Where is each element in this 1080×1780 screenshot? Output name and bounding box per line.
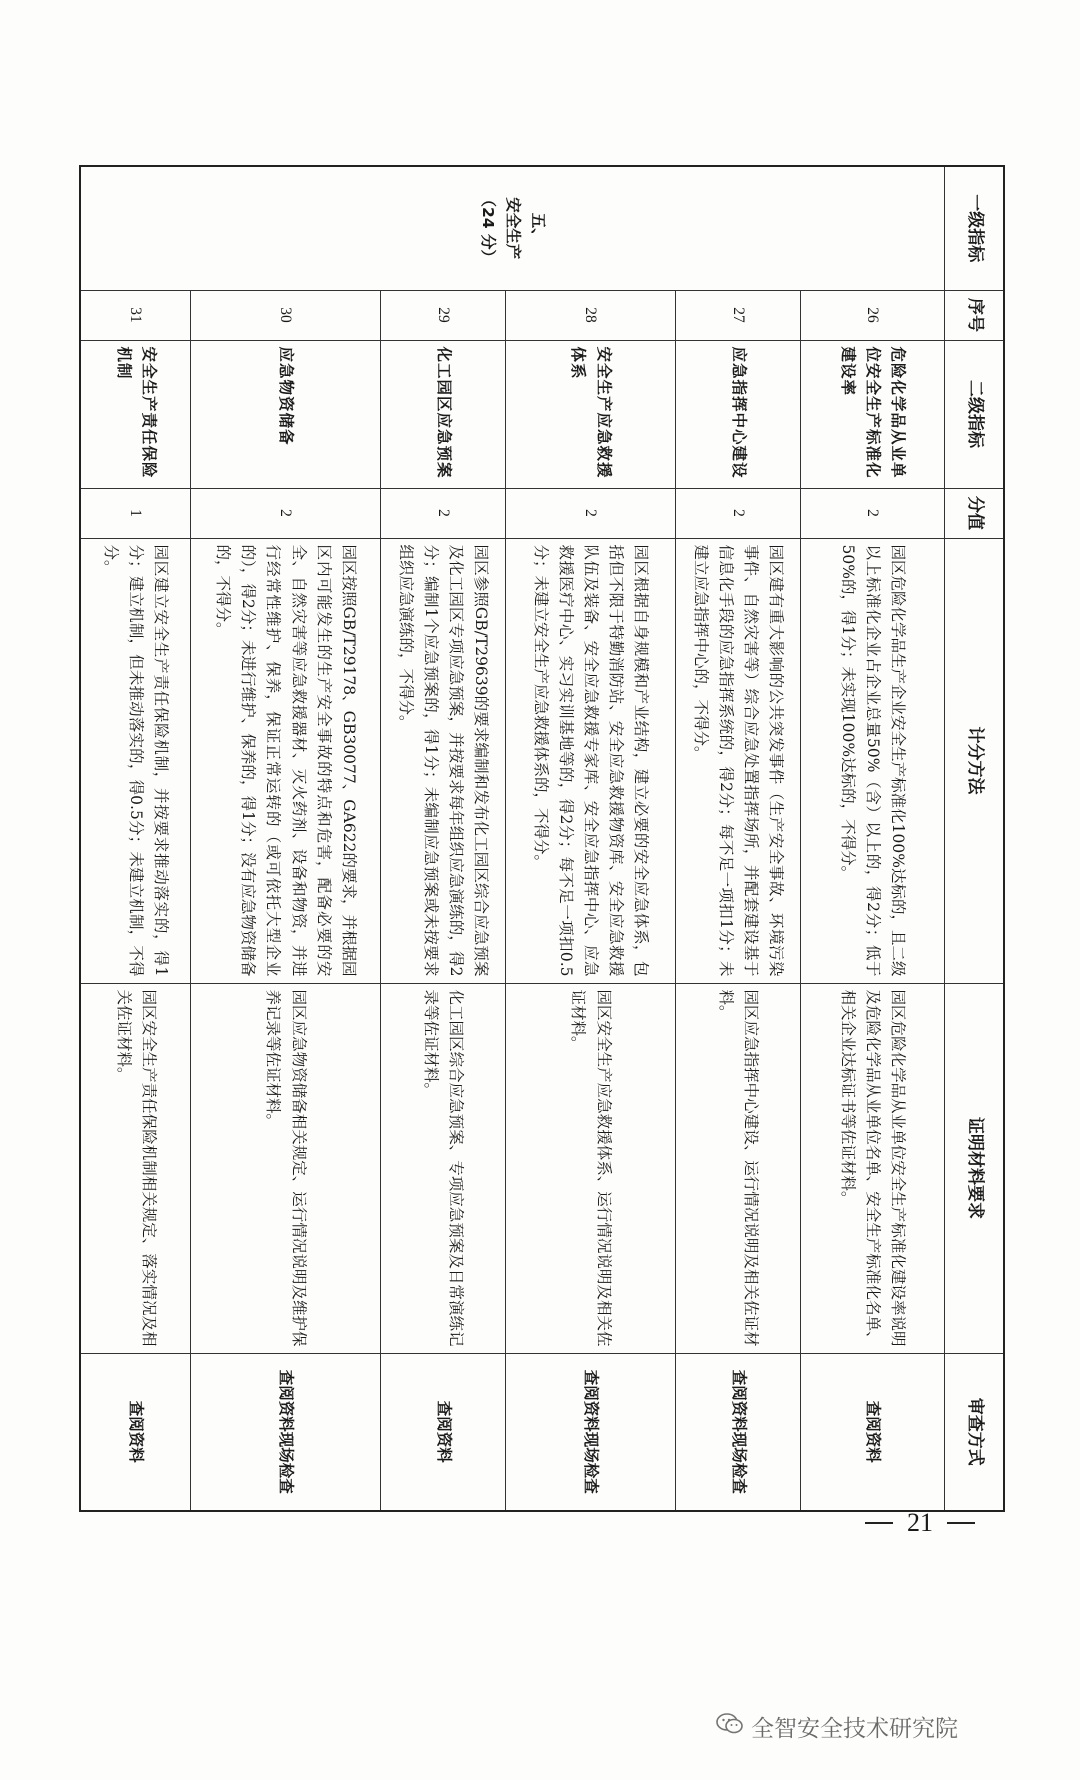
header-index: 序号 xyxy=(945,290,1005,340)
row-index: 26 xyxy=(801,290,945,340)
row-method: 园区按照GB/T29178、GB30077、GA622的要求，并根据园区内可能发生的生产安全事故的特点和危害，配备必要的安全、自然灾害等应急救援器材、灭火药剂、设备和物资，并进行经常性维护、保养，保证正常运转的（或可依托大型企业的），得2分；未进行维护、保养的，得1分；没有应急物资储备的，不得分。 xyxy=(191,538,381,983)
row-evidence: 园区应急物资储备相关规定、运行情况说明及维护保养记录等佐证材料。 xyxy=(191,983,381,1353)
table-row xyxy=(676,166,801,1511)
row-index: 29 xyxy=(381,290,506,340)
watermark-text: 全智安全技术研究院 xyxy=(751,1716,958,1742)
page-dash-right xyxy=(947,1522,975,1524)
row-method: 园区根据自身规模和产业结构，建立必要的安全应急体系，包括但不限于特勤消防站、安全应急救援物资库、安全应急救援队伍及装备、安全应急救援专家库、安全应急指挥中心、应急救援医疗中心、实习实训基地等的，得2分；每不足一项扣0.5分；未建立安全生产应急救援体系的，不得分。 xyxy=(506,538,676,983)
row-evidence: 园区安全生产应急救援体系、运行情况说明及相关佐证材料。 xyxy=(506,983,676,1353)
watermark xyxy=(715,1710,958,1743)
row-index: 31 xyxy=(81,290,191,340)
level1-title: 安全生产 xyxy=(504,197,523,260)
row-evidence: 园区应急指挥中心建设、运行情况说明及相关佐证材料。 xyxy=(676,983,801,1353)
row-index: 28 xyxy=(506,290,676,340)
row-review: 查阅资料现场检查 xyxy=(506,1353,676,1511)
row-index: 27 xyxy=(676,290,801,340)
row-evidence: 园区安全生产责任保险机制相关规定、落实情况及相关佐证材料。 xyxy=(81,983,191,1353)
row-review: 查阅资料现场检查 xyxy=(676,1353,801,1511)
header-score: 分值 xyxy=(945,488,1005,538)
row-method: 园区建有重大影响的公共突发事件（生产安全事故、环境污染事件、自然灾害等）综合应急处置指挥场所，并配套建设基于信息化手段的应急指挥系统的，得2分；每不足一项扣1分；未建立应急指挥中心的，不得分。 xyxy=(676,538,801,983)
row-review: 查阅资料 xyxy=(81,1353,191,1511)
row-level2: 应急物资储备 xyxy=(191,340,381,488)
header-level2: 二级指标 xyxy=(945,340,1005,488)
table-row xyxy=(81,166,191,1511)
row-score: 2 xyxy=(506,488,676,538)
table-row xyxy=(801,166,945,1511)
table-row xyxy=(506,166,676,1511)
row-score: 2 xyxy=(676,488,801,538)
row-level2: 安全生产应急救援体系 xyxy=(506,340,676,488)
header-method: 计分方法 xyxy=(945,538,1005,983)
header-review: 审查方式 xyxy=(945,1353,1005,1511)
page-dash-left xyxy=(865,1522,893,1524)
row-review: 查阅资料 xyxy=(801,1353,945,1511)
wechat-icon xyxy=(715,1711,745,1743)
row-method: 园区危险化学品生产企业安全生产标准化100%达标的，且二级以上标准化企业占企业总量50%（含）以上的，得2分；低于50%的，得1分；未实现100%达标的，不得分。 xyxy=(801,538,945,983)
table-row xyxy=(381,166,506,1511)
header-level1: 一级指标 xyxy=(945,166,1005,290)
row-level2: 危险化学品从业单位安全生产标准化建设率 xyxy=(801,340,945,488)
page-number xyxy=(835,1508,1005,1538)
header-evidence: 证明材料要求 xyxy=(945,983,1005,1353)
scoring-table xyxy=(80,165,1006,1512)
level1-number: 五、 xyxy=(529,212,548,244)
row-method: 园区建立安全生产责任保险机制，并按要求推动落实的，得1分；建立机制，但未推动落实的，得0.5分；未建立机制，不得分。 xyxy=(81,538,191,983)
row-level2: 安全生产责任保险机制 xyxy=(81,340,191,488)
row-evidence: 园区危险化学品从业单位安全生产标准化建设率说明及危险化学品从业单位名单、安全生产标准化名单、相关企业达标证书等佐证材料。 xyxy=(801,983,945,1353)
row-review: 查阅资料 xyxy=(381,1353,506,1511)
level1-points: （24 分） xyxy=(479,191,498,265)
row-level2: 应急指挥中心建设 xyxy=(676,340,801,488)
row-score: 2 xyxy=(801,488,945,538)
row-method: 园区参照GB/T29639的要求编制和发布化工园区综合应急预案及化工园区专项应急预案，并按要求每年组织应急演练的，得2分；编制1个应急预案的，得1分；未编制应急预案或未按要求组织应急演练的，不得分。 xyxy=(381,538,506,983)
row-index: 30 xyxy=(191,290,381,340)
rotated-page-content xyxy=(85,165,1005,1510)
row-score: 2 xyxy=(381,488,506,538)
row-evidence: 化工园区综合应急预案、专项应急预案及日常演练记录等佐证材料。 xyxy=(381,983,506,1353)
level1-category-cell xyxy=(81,166,945,290)
row-score: 1 xyxy=(81,488,191,538)
table-header-row xyxy=(945,166,1005,1511)
row-level2: 化工园区应急预案 xyxy=(381,340,506,488)
table-row xyxy=(191,166,381,1511)
row-review: 查阅资料现场检查 xyxy=(191,1353,381,1511)
page-number-text: 21 xyxy=(907,1508,933,1537)
row-score: 2 xyxy=(191,488,381,538)
